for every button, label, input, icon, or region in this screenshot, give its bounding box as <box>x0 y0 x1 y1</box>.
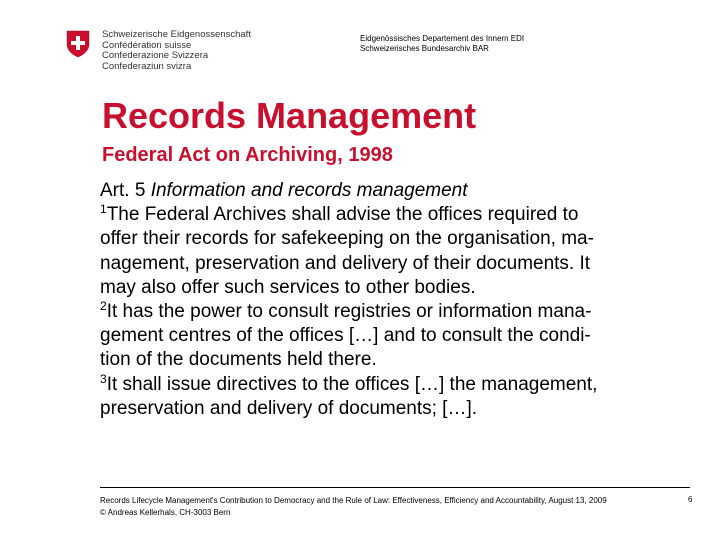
article-number: Art. 5 <box>100 180 146 201</box>
footer-copyright: © Andreas Kellerhals, CH-3003 Bern <box>100 508 231 517</box>
article-line: offer their records for safekeeping on the organisation, ma- <box>100 228 594 250</box>
header <box>0 0 720 80</box>
confederation-line-rm: Confederaziun svizra <box>102 60 192 72</box>
article-line: $^3$It shall issue directives to the offices […] the management, <box>100 371 598 395</box>
article-line: nagement, preservation and delivery of their documents. It <box>100 252 591 274</box>
article-line: gement centres of the offices […] and to consult the condi- <box>100 325 591 347</box>
article-line: may also offer such services to other bodies. <box>100 276 476 298</box>
page-number: 6 <box>688 495 693 504</box>
footer-divider <box>100 487 690 488</box>
page-title: Records Management <box>102 95 477 136</box>
department-line: Eidgenössisches Departement des Innern EDI <box>360 34 525 43</box>
confederation-names <box>102 30 251 72</box>
paragraph-number: 2 <box>100 299 107 314</box>
swiss-coat-of-arms-icon <box>66 30 90 58</box>
paragraph-number: 1 <box>100 202 107 217</box>
footer <box>100 495 700 519</box>
confederation-line-it: Confederazione Svizzera <box>102 50 209 61</box>
article-body <box>100 179 700 421</box>
article-line: preservation and delivery of documents; […]. <box>100 397 478 419</box>
page-subtitle: Federal Act on Archiving, 1998 <box>102 144 393 166</box>
article-line: $^2$It has the power to consult registries or information mana- <box>100 299 592 323</box>
archive-line: Schweizerisches Bundesarchiv BAR <box>360 44 489 53</box>
article-line: tion of the documents held there. <box>100 349 377 371</box>
confederation-line-fr: Confédération suisse <box>102 39 192 51</box>
article-line: $^1$The Federal Archives shall advise the offices required to <box>100 202 579 226</box>
article-title: Information and records management <box>150 180 468 201</box>
footer-citation: Records Lifecycle Management's Contribution to Democracy and the Rule of Law: Effectiveness, Efficiency and Accountability, August 13, 2009 <box>100 496 607 505</box>
paragraph-number: 3 <box>100 371 107 386</box>
confederation-line-de: Schweizerische Eidgenossenschaft <box>102 29 251 40</box>
department-block <box>360 34 524 54</box>
article-heading <box>100 179 700 203</box>
